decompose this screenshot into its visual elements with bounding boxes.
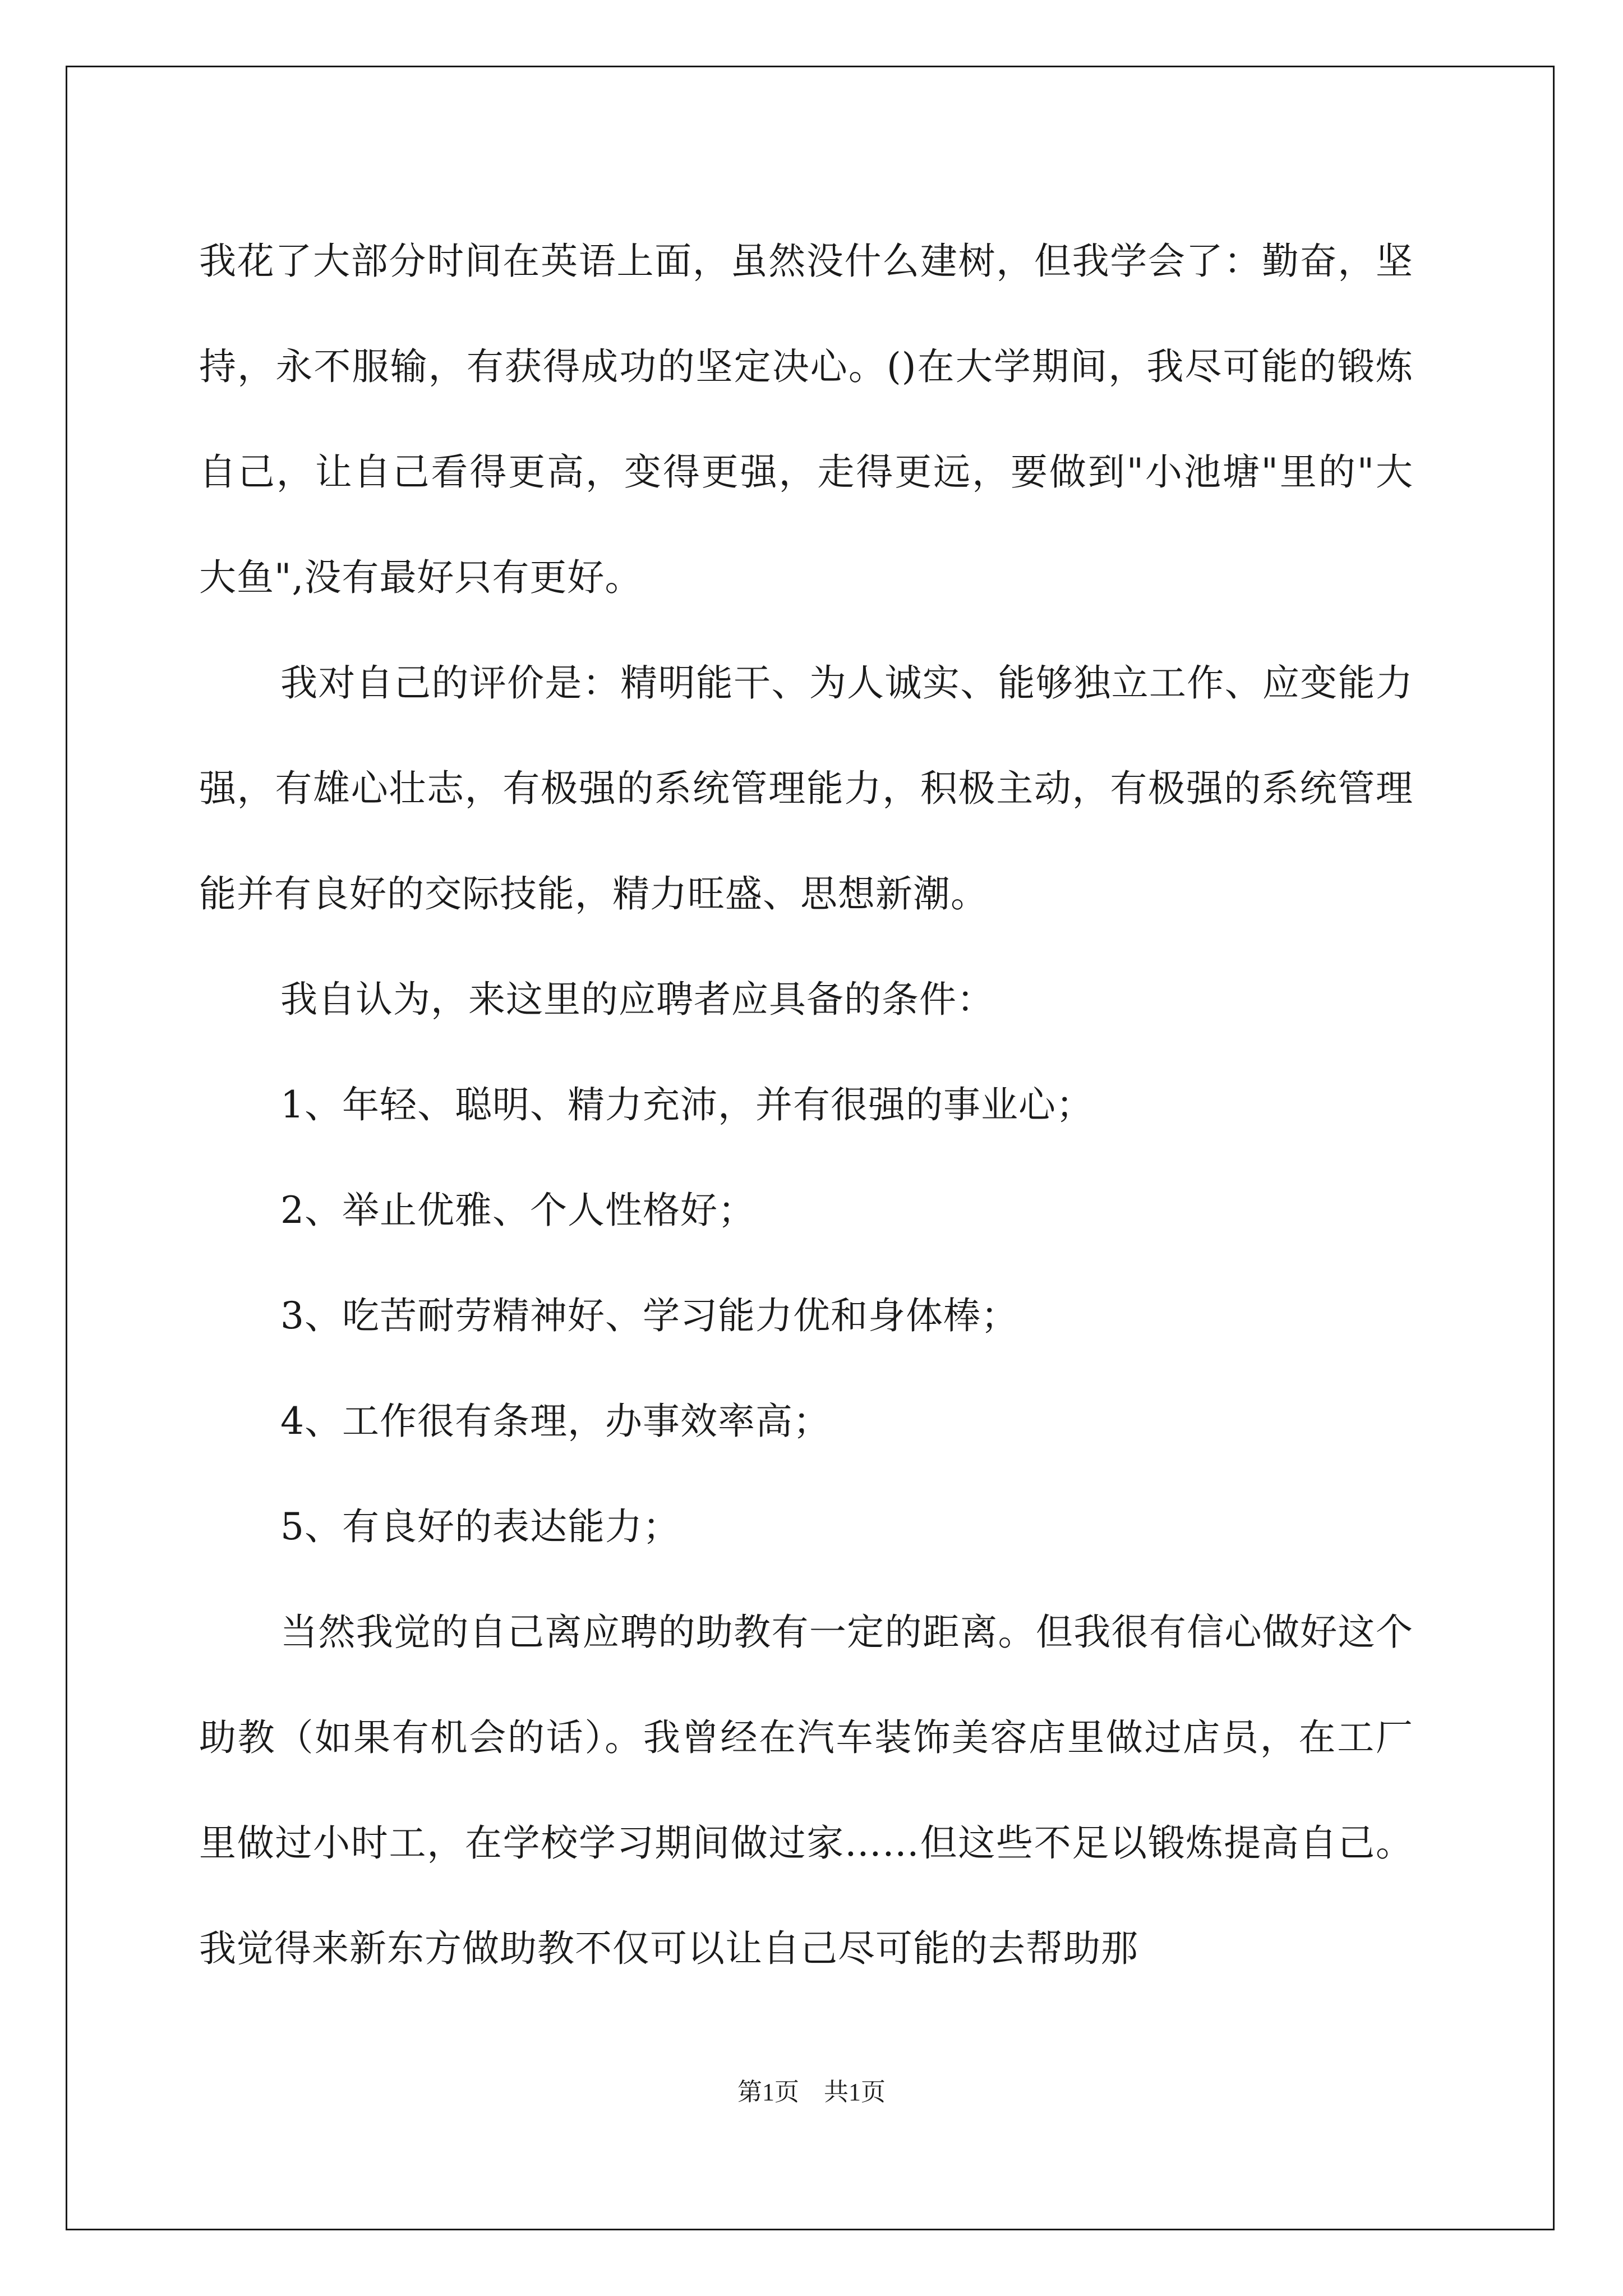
page-number-footer: 第1页 共1页 (737, 2078, 886, 2106)
paragraph-closing: 当然我觉的自己离应聘的助教有一定的距离。但我很有信心做好这个助教（如果有机会的话）。我曾经在汽车装饰美容店里做过店员，在工厂里做过小时工，在学校学习期间做过家……但这些不足以锻炼提高自己。我觉得来新东方做助教不仅可以让自己尽可能的去帮助那 (199, 1611, 1413, 1970)
paragraph-self-evaluation: 我对自己的评价是：精明能干、为人诚实、能够独立工作、应变能力强，有雄心壮志，有极强的系统管理能力，积极主动，有极强的系统管理能并有良好的交际技能，精力旺盛、思想新潮。 (199, 661, 1413, 915)
paragraph-intro: 我花了大部分时间在英语上面，虽然没什么建树，但我学会了：勤奋，坚持，永不服输，有获得成功的坚定决心。()在大学期间，我尽可能的锻炼自己，让自己看得更高，变得更强，走得更远，要做到"小池塘"里的"大大鱼",没有最好只有更好。 (199, 240, 1413, 599)
list-item-condition-3: 3、吃苦耐劳精神好、学习能力优和身体棒； (280, 1294, 1018, 1337)
list-item-condition-4: 4、工作很有条理，办事效率高； (280, 1400, 831, 1443)
list-item-condition-5: 5、有良好的表达能力； (280, 1505, 680, 1548)
document-body (199, 209, 1413, 2001)
paragraph-conditions-heading: 我自认为，来这里的应聘者应具备的条件： (280, 978, 994, 1021)
list-item-condition-1: 1、年轻、聪明、精力充沛，并有很强的事业心； (280, 1083, 1094, 1126)
list-item-condition-2: 2、举止优雅、个人性格好； (280, 1189, 755, 1232)
